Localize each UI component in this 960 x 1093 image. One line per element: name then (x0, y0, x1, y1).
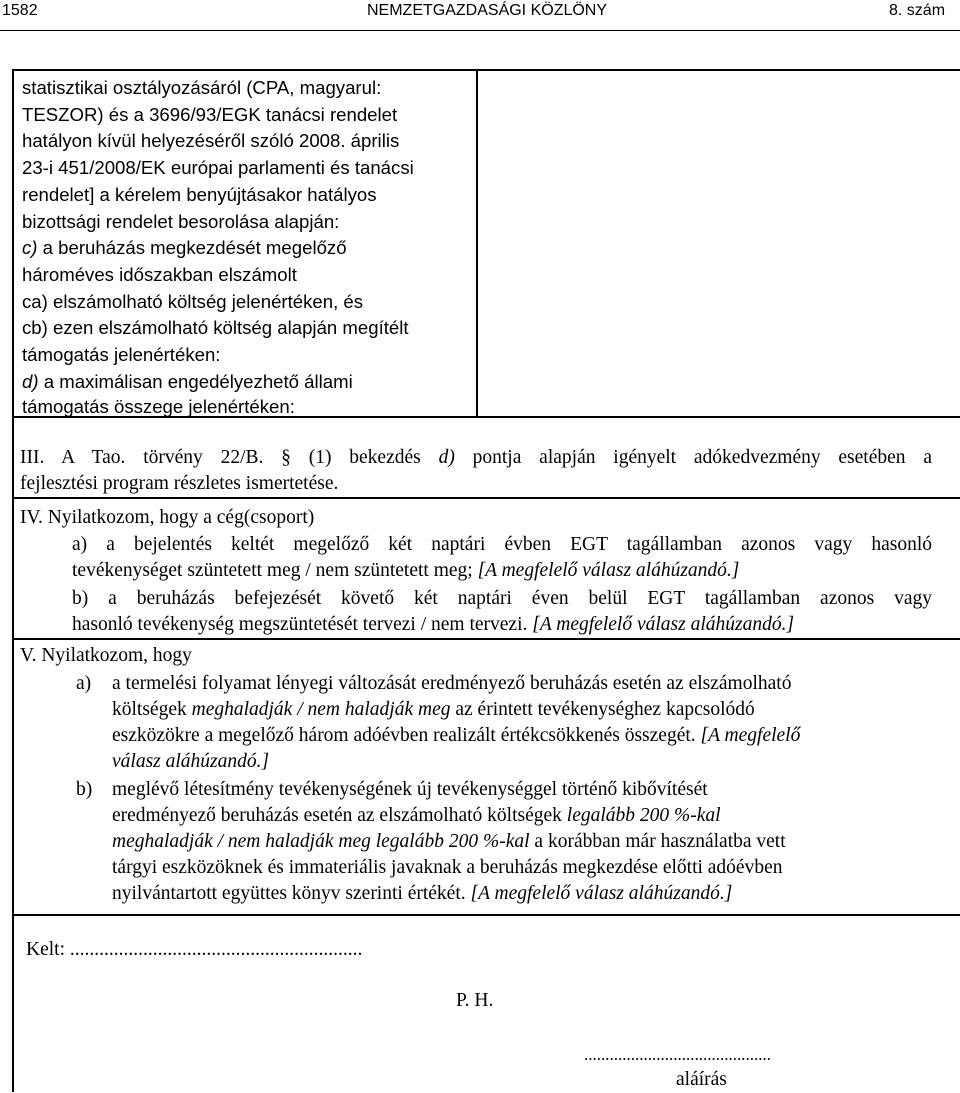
stamp-label: P. H. (456, 990, 494, 1011)
item-d-label: d) (22, 370, 39, 392)
text-part: eredményező beruházás esetén az elszámolható költségek (112, 805, 567, 826)
text-part: a korábban már használatba vett (529, 831, 786, 852)
column-divider (476, 71, 478, 417)
form-table (12, 69, 960, 1092)
journal-title: NEMZETGAZDASÁGI KÖZLÖNY (367, 2, 608, 19)
section-4-b-line-2 (72, 612, 794, 638)
page-header (0, 0, 960, 30)
text-italic: legalább 200 %-kal (566, 805, 721, 826)
item-c-text: a beruházás megkezdését megelőző (37, 237, 347, 259)
answer-note: [A megfelelő válasz aláhúzandó.] (477, 560, 740, 581)
row-divider (14, 638, 960, 640)
text-line: támogatás összege jelenértéken: (22, 396, 295, 417)
section-4-heading: IV. Nyilatkozom, hogy a cég(csoport) (20, 507, 315, 528)
text-line: hatályon kívül helyezéséről szóló 2008. április (22, 130, 400, 152)
text-line: TESZOR) és a 3696/93/EGK tanácsi rendelet (22, 103, 398, 125)
row-divider (14, 914, 960, 916)
text-italic: [A megfelelő válasz aláhúzandó.] (470, 883, 733, 904)
text-italic: meghaladják / nem haladják meg (191, 699, 451, 720)
text-part: az érintett tevékenységhez kapcsolódó (450, 699, 755, 720)
item-d (22, 369, 353, 396)
row-divider (14, 497, 960, 499)
section-5-b-line-2 (112, 803, 721, 829)
text-part: pontja alapján igényelt adókedvezmény esetében a (454, 447, 932, 468)
section-5-b-line-5 (112, 881, 732, 907)
item-c (22, 235, 347, 262)
item-ca: ca) elszámolható költség jelenértéken, és (22, 290, 364, 312)
page-number: 1582 (2, 2, 38, 19)
section-5-a-line-2 (112, 697, 755, 723)
signature-line: ............................................ (584, 1045, 771, 1064)
section-3-line-2: fejlesztési program részletes ismertetése. (20, 473, 339, 494)
item-c-label: c) (22, 237, 38, 259)
section-5-heading: V. Nyilatkozom, hogy (20, 645, 192, 666)
item-d-text: a maximálisan engedélyezhető állami (38, 370, 353, 392)
section-4-a-line-1: a) a bejelentés keltét megelőző két naptári évben EGT tagállamban azonos vagy hasonló (72, 534, 932, 555)
signature-label: aláírás (676, 1069, 727, 1090)
text-part: III. A Tao. törvény 22/B. § (1) bekezdés (20, 447, 439, 468)
text-line: bizottsági rendelet besorolása alapján: (22, 210, 340, 232)
section-5-a-line-1: a termelési folyamat lényegi változását eredményező beruházás esetén az elszámolható (112, 673, 792, 694)
section-4-a-line-2 (72, 558, 739, 584)
text-part: eszközökre a megelőző három adóévben realizált értékcsökkenés összegét. (112, 725, 701, 746)
item-cb: cb) ezen elszámolható költség alapján megítélt (22, 317, 409, 339)
text-italic: [A megfelelő (700, 725, 801, 746)
text-italic: d) (438, 447, 455, 468)
text-italic: meghaladják / nem haladják meg legalább 200 %-kal (112, 831, 530, 852)
text-line: statisztikai osztályozásáról (CPA, magyarul: (22, 77, 382, 98)
text-line: rendelet] a kérelem benyújtásakor hatályos (22, 183, 377, 205)
text-part: költségek (112, 699, 192, 720)
text-part: nyilvántartott együttes könyv szerinti értékét. (112, 883, 471, 904)
text-line: 23-i 451/2008/EK európai parlamenti és tanácsi (22, 157, 414, 179)
section-4-b-line-1: b) a beruházás befejezését követő két naptári éven belül EGT tagállamban azonos vagy (72, 588, 932, 609)
item-b-marker: b) (76, 779, 93, 800)
section-5-b-line-3 (112, 829, 786, 855)
answer-note: [A megfelelő válasz aláhúzandó.] (532, 614, 795, 635)
section-5-a-line-3 (112, 723, 800, 749)
header-rule (0, 30, 960, 31)
date-field: Kelt: ............................................................ (26, 939, 363, 960)
text-part: tevékenységet szüntetett meg / nem szüntetett meg; (72, 560, 478, 581)
text-line: támogatás jelenértéken: (22, 344, 221, 365)
item-a-marker: a) (76, 673, 92, 694)
section-5-b-line-1: meglévő létesítmény tevékenységének új tevékenységgel történő kibővítését (112, 779, 708, 800)
issue-number: 8. szám (889, 2, 946, 19)
text-part: hasonló tevékenység megszüntetését tervezi / nem tervezi. (72, 614, 533, 635)
section-5-a-line-4: válasz aláhúzandó.] (112, 751, 270, 772)
section-3-line-1 (20, 445, 932, 471)
text-line: hároméves időszakban elszámolt (22, 263, 297, 285)
section-5-b-line-4: tárgyi eszközöknek és immateriális javaknak a beruházás megkezdése előtti adóévben (112, 857, 783, 878)
